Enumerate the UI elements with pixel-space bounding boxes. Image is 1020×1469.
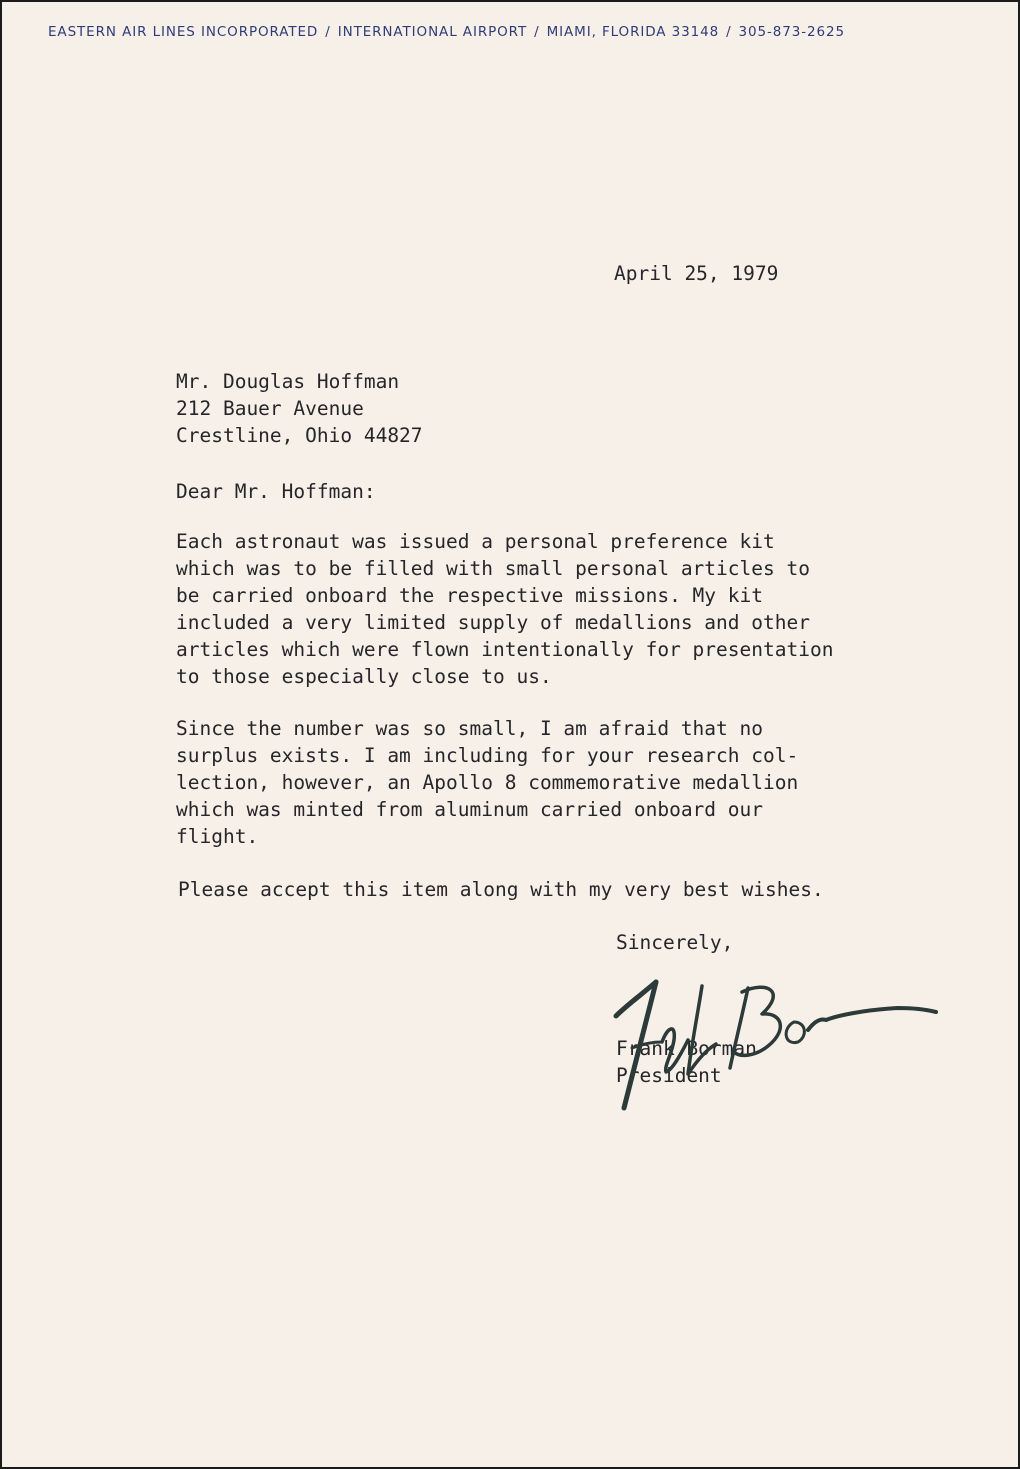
paragraph-line: articles which were flown intentionally for presentation [176, 638, 834, 661]
body-paragraph-2 [176, 715, 798, 850]
letterhead-separator: / [534, 24, 540, 40]
signer-title: President [616, 1064, 722, 1087]
letterhead-location: INTERNATIONAL AIRPORT [337, 24, 528, 40]
paragraph-line: to those especially close to us. [176, 665, 552, 688]
letterhead-separator: / [726, 24, 732, 40]
paragraph-line: lection, however, an Apollo 8 commemorative medallion [176, 771, 799, 794]
paragraph-line: surplus exists. I am including for your research col- [176, 744, 799, 767]
signer-name: Frank Borman [616, 1037, 757, 1060]
paragraph-line: flight. [176, 825, 259, 848]
paragraph-line: be carried onboard the respective missions. My kit [176, 584, 763, 607]
letterhead-separator: / [325, 24, 331, 40]
paragraph-line: which was minted from aluminum carried onboard our [176, 798, 763, 821]
paragraph-line: which was to be filled with small personal articles to [176, 557, 810, 580]
paragraph-line: Since the number was so small, I am afraid that no [176, 717, 763, 740]
letter-date: April 25, 1979 [614, 262, 779, 285]
handwritten-signature [602, 970, 942, 1120]
body-paragraph-1 [176, 528, 833, 690]
paragraph-line: included a very limited supply of medallions and other [176, 611, 810, 634]
letterhead-company: EASTERN AIR LINES INCORPORATED [48, 24, 319, 40]
closing: Sincerely, [616, 931, 734, 954]
recipient-address [176, 368, 423, 449]
recipient-name: Mr. Douglas Hoffman [176, 370, 400, 393]
letterhead-phone: 305-873-2625 [738, 24, 845, 40]
salutation: Dear Mr. Hoffman: [176, 480, 376, 503]
recipient-city: Crestline, Ohio 44827 [176, 424, 423, 447]
paragraph-line: Each astronaut was issued a personal preference kit [176, 530, 775, 553]
body-paragraph-3: Please accept this item along with my very best wishes. [178, 878, 824, 901]
letter-sheet [2, 2, 1018, 1467]
letterhead [48, 24, 988, 40]
letterhead-city: MIAMI, FLORIDA 33148 [546, 24, 720, 40]
recipient-street: 212 Bauer Avenue [176, 397, 364, 420]
